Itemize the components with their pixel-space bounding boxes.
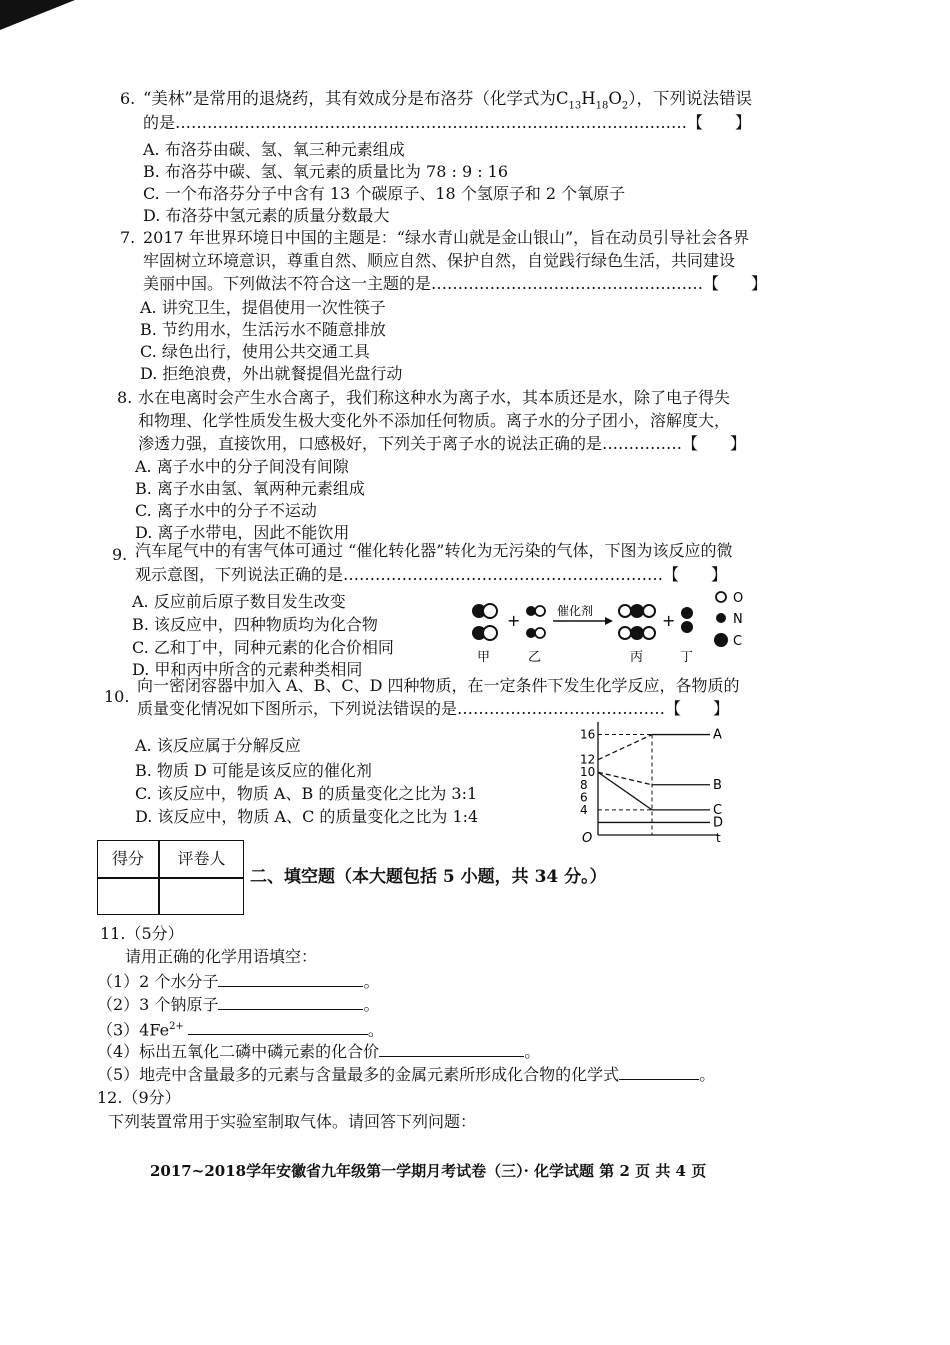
- legend-n: N: [733, 612, 743, 627]
- q10-option-b: B. 物质 D 可能是该反应的催化剂: [135, 761, 372, 780]
- q9-option-d: D. 甲和丙中所含的元素种类相同: [132, 660, 363, 679]
- series-label-b: B: [713, 777, 722, 793]
- q7-option-b: B. 节约用水，生活污水不随意排放: [140, 320, 386, 339]
- q6-option-b: B. 布洛芬中碳、氢、氧元素的质量比为 78 : 9 : 16: [143, 162, 509, 181]
- q7-stem-line1: 2017 年世界环境日中国的主题是：“绿水青山就是金山银山”，旨在动员引导社会各界: [143, 228, 750, 247]
- q9-option-a: A. 反应前后原子数目发生改变: [132, 592, 346, 611]
- series-label-d: D: [713, 815, 724, 831]
- q6-option-c: C. 一个布洛芬分子中含有 13 个碳原子、18 个氢原子和 2 个氧原子: [143, 184, 626, 203]
- y-tick-label-6: 6: [580, 790, 588, 805]
- q11-item-1: （1）2 个水分子 。: [97, 972, 380, 991]
- q10-number: 10.: [104, 687, 130, 706]
- label-bing: 丙: [630, 650, 644, 665]
- q7-option-a: A. 讲究卫生，提倡使用一次性筷子: [140, 298, 386, 317]
- mass-change-chart: [570, 718, 740, 848]
- series-a-change: [598, 735, 652, 760]
- q10-option-c: C. 该反应中，物质 A、B 的质量变化之比为 3:1: [135, 784, 478, 803]
- q11-item-4: （4）标出五氧化二磷中磷元素的化合价 。: [97, 1042, 541, 1061]
- q8-stem-line2: 和物理、化学性质发生极大变化外不添加任何物质。离子水的分子团小，溶解度大，: [138, 411, 731, 430]
- label-ding: 丁: [680, 650, 694, 665]
- q11-item-2: （2）3 个钠原子 。: [97, 995, 380, 1014]
- x-axis-label: t: [716, 831, 721, 845]
- molecule-ding: [681, 607, 693, 633]
- y-tick-label-12: 12: [580, 752, 596, 767]
- q9-number: 9.: [112, 545, 128, 564]
- reaction-microscopic-diagram: [465, 585, 765, 665]
- y-tick-label-4: 4: [580, 802, 588, 817]
- page-footer: 2017~2018学年安徽省九年级第一学期月考试卷（三）· 化学试题 第 2 页 共 4 页: [150, 1162, 707, 1180]
- q8-option-c: C. 离子水中的分子不运动: [135, 501, 317, 520]
- q10-stem-line1: 向一密闭容器中加入 A、B、C、D 四种物质，在一定条件下发生化学反应，各物质的: [137, 676, 740, 695]
- q11-item-3: $(3)4Fe^{2+}$ 。: [97, 1020, 384, 1040]
- q12-header: 12.（9分）: [97, 1088, 181, 1107]
- score-table: [97, 840, 244, 915]
- y-tick-label-8: 8: [580, 777, 588, 792]
- series-label-c: C: [713, 802, 723, 818]
- grader-header: 评卷人: [177, 849, 226, 868]
- plus-sign-1: +: [507, 611, 521, 630]
- molecule-bing: [619, 604, 655, 640]
- q6-stem-line1: “美林”是常用的退烧药，其有效成分是布洛芬（化学式为$C_{13}H_{18}O_2$），下列说法错误: [143, 89, 753, 112]
- answer-blank-5[interactable]: [619, 1063, 699, 1080]
- score-header: 得分: [111, 849, 144, 868]
- page-corner-shadow: [0, 0, 75, 30]
- q8-stem-line1: 水在电离时会产生水合离子，我们称这种水为离子水，其本质还是水，除了电子得失: [138, 388, 731, 407]
- origin-label: O: [582, 831, 593, 846]
- legend-o: O: [733, 591, 744, 606]
- section-2-title: 二、填空题（本大题包括 5 小题，共 34 分。）: [250, 867, 607, 887]
- q11-item-5: （5）地壳中含量最多的元素与含量最多的金属元素所形成化合物的化学式 。: [97, 1065, 716, 1084]
- q9-stem-line1: 汽车尾气中的有害气体可通过 “催化转化器”转化为无污染的气体，下图为该反应的微: [135, 541, 733, 560]
- q7-stem-line2: 牢固树立环境意识，尊重自然、顺应自然、保护自然，自觉践行绿色生活，共同建设: [143, 251, 736, 270]
- legend-c: C: [733, 634, 743, 649]
- y-tick-label-16: 16: [580, 727, 596, 742]
- q10-option-d: D. 该反应中，物质 A、C 的质量变化之比为 1:4: [135, 807, 479, 826]
- q10-stem-line2: 质量变化情况如下图所示，下列说法错误的是…………………………………【 】: [137, 699, 730, 718]
- q11-header: 11.（5分）: [100, 924, 184, 943]
- plus-sign-2: +: [662, 611, 676, 630]
- q7-option-c: C. 绿色出行，使用公共交通工具: [140, 342, 370, 361]
- q6-number: 6.: [120, 89, 136, 108]
- q7-number: 7.: [120, 228, 136, 247]
- label-jia: 甲: [477, 650, 491, 665]
- q12-intro: 下列装置常用于实验室制取气体。请回答下列问题：: [108, 1112, 477, 1131]
- q6-option-a: A. 布洛芬由碳、氢、氧三种元素组成: [143, 140, 405, 159]
- q6-option-d: D. 布洛芬中氢元素的质量分数最大: [143, 206, 390, 225]
- answer-blank-1[interactable]: [218, 970, 363, 987]
- q9-option-c: C. 乙和丁中，同种元素的化合价相同: [132, 638, 394, 657]
- q8-option-d: D. 离子水带电，因此不能饮用: [135, 523, 350, 542]
- q7-stem-line3: 美丽中国。下列做法不符合这一主题的是……………………………………………【 】: [143, 274, 768, 293]
- q7-option-d: D. 拒绝浪费，外出就餐提倡光盘行动: [140, 364, 403, 383]
- q8-option-a: A. 离子水中的分子间没有间隙: [135, 457, 349, 476]
- series-label-a: A: [713, 727, 722, 743]
- q9-stem-line2: 观示意图，下列说法正确的是……………………………………………………【 】: [135, 565, 728, 584]
- answer-blank-4[interactable]: [379, 1040, 524, 1057]
- q8-stem-line3: 渗透力强，直接饮用，口感极好，下列关于离子水的说法正确的是……………【 】: [138, 434, 747, 453]
- label-yi: 乙: [528, 650, 542, 665]
- catalyst-label: 催化剂: [557, 604, 594, 618]
- q9-option-b: B. 该反应中，四种物质均为化合物: [132, 615, 378, 634]
- molecule-jia: [472, 604, 497, 640]
- molecule-yi: [526, 606, 545, 638]
- y-tick-label-10: 10: [580, 765, 596, 780]
- q8-option-b: B. 离子水由氢、氧两种元素组成: [135, 479, 365, 498]
- q6-stem-line2: 的是……………………………………………………………………………………【 】: [143, 113, 752, 132]
- answer-blank-2[interactable]: [218, 993, 363, 1010]
- q10-option-a: A. 该反应属于分解反应: [135, 736, 301, 755]
- atom-legend: [714, 591, 743, 649]
- answer-blank-3[interactable]: [188, 1018, 368, 1035]
- q11-intro: 请用正确的化学用语填空：: [125, 947, 318, 966]
- q8-number: 8.: [117, 388, 133, 407]
